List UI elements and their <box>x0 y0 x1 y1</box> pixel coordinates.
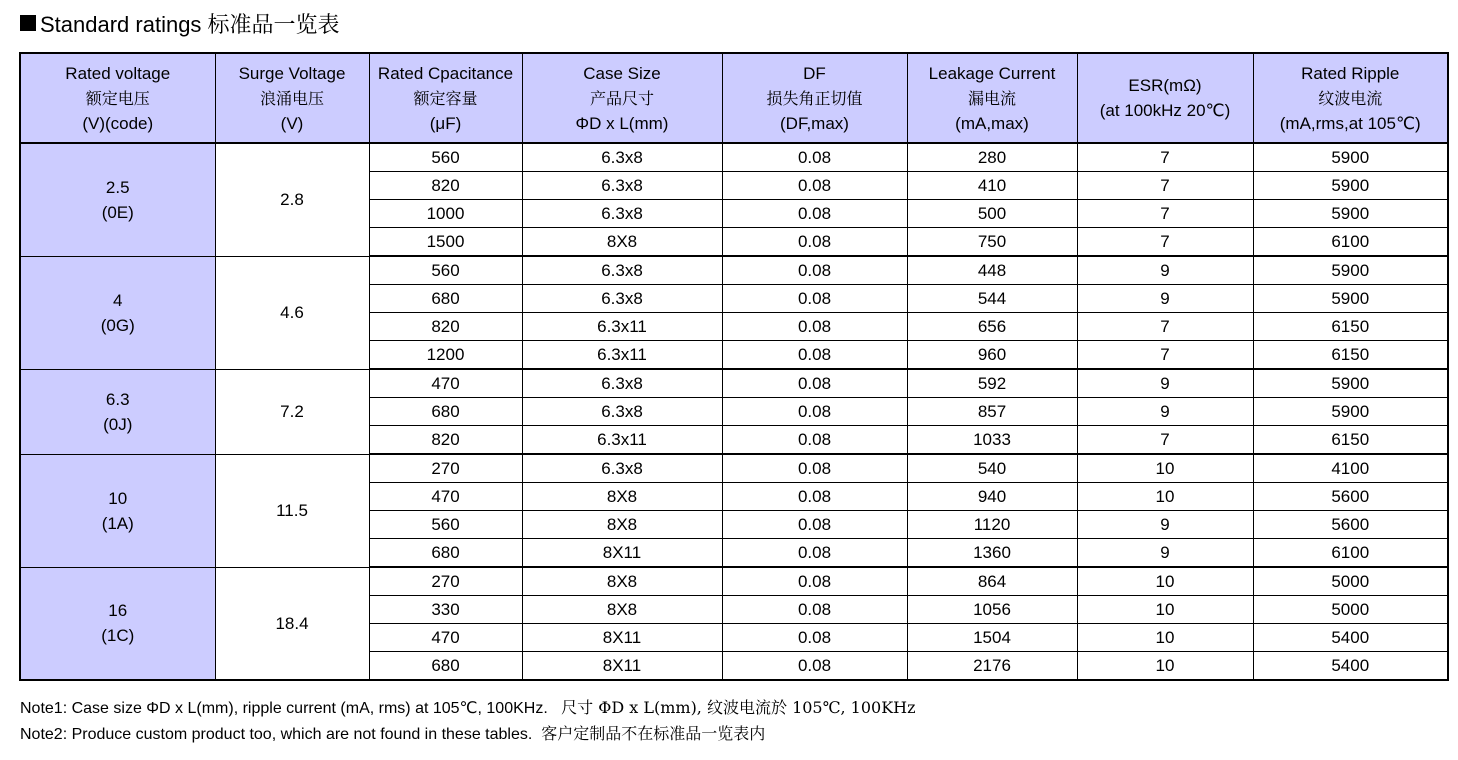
case-size-cell: 6.3x8 <box>522 369 722 398</box>
note-2 <box>20 721 916 747</box>
surge-voltage-cell: 2.8 <box>215 143 369 256</box>
case-size-cell: 6.3x11 <box>522 426 722 455</box>
df-cell: 0.08 <box>722 596 907 624</box>
esr-cell: 7 <box>1077 228 1253 257</box>
ripple-cell: 5900 <box>1253 172 1448 200</box>
capacitance-cell: 560 <box>369 511 522 539</box>
df-cell: 0.08 <box>722 624 907 652</box>
header-rated-capacitance-line2: 额定容量 <box>413 88 478 108</box>
ripple-cell: 6150 <box>1253 313 1448 341</box>
header-rated-voltage-line2: 额定电压 <box>85 88 150 108</box>
df-cell: 0.08 <box>722 228 907 257</box>
esr-cell: 7 <box>1077 341 1253 370</box>
header-rated-capacitance-line1: Rated Cpacitance <box>377 63 514 83</box>
ripple-cell: 5600 <box>1253 511 1448 539</box>
capacitance-cell: 560 <box>369 143 522 172</box>
case-size-cell: 6.3x8 <box>522 285 722 313</box>
header-esr <box>1077 53 1253 143</box>
header-rated-voltage <box>20 53 215 143</box>
capacitance-cell: 680 <box>369 285 522 313</box>
header-df-line1: DF <box>803 63 826 83</box>
page-title-en: Standard ratings <box>40 12 202 37</box>
leakage-cell: 940 <box>907 483 1077 511</box>
esr-cell: 7 <box>1077 172 1253 200</box>
header-case-size-line2: 产品尺寸 <box>589 88 654 108</box>
header-df-line2: 损失角正切值 <box>766 88 863 108</box>
capacitance-cell: 680 <box>369 539 522 568</box>
df-cell: 0.08 <box>722 539 907 568</box>
note-2-cn: 客户定制品不在标准品一览表内 <box>541 724 766 743</box>
case-size-cell: 8X11 <box>522 652 722 681</box>
leakage-cell: 1056 <box>907 596 1077 624</box>
df-cell: 0.08 <box>722 313 907 341</box>
voltage-code: (0J) <box>103 414 133 434</box>
voltage-code: (1A) <box>101 513 134 533</box>
surge-voltage-cell: 7.2 <box>215 369 369 454</box>
esr-cell: 10 <box>1077 624 1253 652</box>
rated-voltage-cell <box>20 256 215 369</box>
case-size-cell: 6.3x8 <box>522 200 722 228</box>
leakage-cell: 1120 <box>907 511 1077 539</box>
df-cell: 0.08 <box>722 483 907 511</box>
header-rated-voltage-line3: (V)(code) <box>82 113 154 133</box>
case-size-cell: 6.3x8 <box>522 143 722 172</box>
capacitance-cell: 270 <box>369 454 522 483</box>
ripple-cell: 5400 <box>1253 624 1448 652</box>
note-1 <box>20 695 916 721</box>
df-cell: 0.08 <box>722 567 907 596</box>
ripple-cell: 5000 <box>1253 567 1448 596</box>
standard-ratings-table <box>19 52 1449 681</box>
header-esr-line1: ESR(mΩ) <box>1128 76 1202 95</box>
header-rated-ripple-line2: 纹波电流 <box>1318 88 1383 108</box>
ripple-cell: 5900 <box>1253 369 1448 398</box>
esr-cell: 9 <box>1077 256 1253 285</box>
header-leakage-current <box>907 53 1077 143</box>
header-rated-voltage-line1: Rated voltage <box>65 63 171 83</box>
esr-cell: 10 <box>1077 567 1253 596</box>
notes <box>20 695 916 747</box>
capacitance-cell: 820 <box>369 172 522 200</box>
rated-voltage-value: 16 <box>108 601 128 621</box>
header-rated-ripple-line1: Rated Ripple <box>1301 63 1400 83</box>
surge-voltage-cell: 18.4 <box>215 567 369 680</box>
voltage-code: (0E) <box>101 202 134 222</box>
header-leakage-current-line3: (mA,max) <box>955 113 1029 133</box>
df-cell: 0.08 <box>722 200 907 228</box>
header-case-size-line1: Case Size <box>583 63 661 83</box>
ripple-cell: 6150 <box>1253 426 1448 455</box>
esr-cell: 9 <box>1077 511 1253 539</box>
capacitance-cell: 470 <box>369 624 522 652</box>
header-esr-line2: (at 100kHz 20℃) <box>1099 101 1231 120</box>
page-title <box>20 10 339 41</box>
header-rated-capacitance-line3: (μF) <box>429 113 462 133</box>
header-rated-ripple-line3: (mA,rms,at 105℃) <box>1279 113 1421 133</box>
df-cell: 0.08 <box>722 398 907 426</box>
case-size-cell: 8X8 <box>522 228 722 257</box>
leakage-cell: 540 <box>907 454 1077 483</box>
leakage-cell: 750 <box>907 228 1077 257</box>
esr-cell: 7 <box>1077 313 1253 341</box>
ripple-cell: 6150 <box>1253 341 1448 370</box>
esr-cell: 10 <box>1077 483 1253 511</box>
capacitance-cell: 560 <box>369 256 522 285</box>
note-1-cn: 尺寸 ΦD x L(mm), 纹波电流於 105℃, 100KHz <box>561 698 916 717</box>
capacitance-cell: 680 <box>369 652 522 681</box>
leakage-cell: 448 <box>907 256 1077 285</box>
rated-voltage-cell <box>20 454 215 567</box>
df-cell: 0.08 <box>722 426 907 455</box>
header-surge-voltage-line3: (V) <box>280 113 304 133</box>
leakage-cell: 1033 <box>907 426 1077 455</box>
capacitance-cell: 330 <box>369 596 522 624</box>
case-size-cell: 6.3x8 <box>522 256 722 285</box>
case-size-cell: 8X8 <box>522 511 722 539</box>
header-surge-voltage-line1: Surge Voltage <box>238 63 346 83</box>
leakage-cell: 857 <box>907 398 1077 426</box>
case-size-cell: 8X8 <box>522 483 722 511</box>
header-rated-ripple <box>1253 53 1448 143</box>
capacitance-cell: 470 <box>369 483 522 511</box>
table-body <box>20 143 1448 680</box>
voltage-code: (0G) <box>100 315 135 335</box>
case-size-cell: 6.3x8 <box>522 454 722 483</box>
header-df-line3: (DF,max) <box>780 113 849 133</box>
capacitance-cell: 270 <box>369 567 522 596</box>
ripple-cell: 5400 <box>1253 652 1448 681</box>
df-cell: 0.08 <box>722 172 907 200</box>
case-size-cell: 8X11 <box>522 539 722 568</box>
note-2-en: Note2: Produce custom product too, which are not found in these tables. <box>20 726 533 743</box>
header-rated-capacitance <box>369 53 522 143</box>
page-title-cn: 标准品一览表 <box>207 13 340 38</box>
capacitance-cell: 680 <box>369 398 522 426</box>
leakage-cell: 544 <box>907 285 1077 313</box>
square-bullet-icon <box>20 15 36 31</box>
capacitance-cell: 820 <box>369 426 522 455</box>
leakage-cell: 280 <box>907 143 1077 172</box>
leakage-cell: 1504 <box>907 624 1077 652</box>
leakage-cell: 864 <box>907 567 1077 596</box>
leakage-cell: 960 <box>907 341 1077 370</box>
case-size-cell: 6.3x8 <box>522 172 722 200</box>
rated-voltage-value: 10 <box>108 488 128 508</box>
surge-voltage-cell: 11.5 <box>215 454 369 567</box>
leakage-cell: 410 <box>907 172 1077 200</box>
esr-cell: 9 <box>1077 539 1253 568</box>
rated-voltage-cell <box>20 369 215 454</box>
capacitance-cell: 820 <box>369 313 522 341</box>
esr-cell: 10 <box>1077 596 1253 624</box>
ripple-cell: 5900 <box>1253 398 1448 426</box>
leakage-cell: 1360 <box>907 539 1077 568</box>
rated-voltage-cell <box>20 567 215 680</box>
df-cell: 0.08 <box>722 454 907 483</box>
table-row <box>20 567 1448 596</box>
esr-cell: 10 <box>1077 652 1253 681</box>
voltage-code: (1C) <box>101 626 135 646</box>
ripple-cell: 6100 <box>1253 228 1448 257</box>
header-leakage-current-line1: Leakage Current <box>928 63 1056 83</box>
ripple-cell: 5000 <box>1253 596 1448 624</box>
case-size-cell: 6.3x11 <box>522 313 722 341</box>
case-size-cell: 8X11 <box>522 624 722 652</box>
note-1-en: Note1: Case size ΦD x L(mm), ripple current (mA, rms) at 105℃, 100KHz. <box>20 700 548 717</box>
ripple-cell: 5600 <box>1253 483 1448 511</box>
case-size-cell: 8X8 <box>522 567 722 596</box>
capacitance-cell: 1200 <box>369 341 522 370</box>
rated-voltage-value: 2.5 <box>105 177 130 197</box>
case-size-cell: 6.3x8 <box>522 398 722 426</box>
leakage-cell: 656 <box>907 313 1077 341</box>
esr-cell: 7 <box>1077 200 1253 228</box>
df-cell: 0.08 <box>722 256 907 285</box>
rated-voltage-value: 4 <box>113 290 123 310</box>
leakage-cell: 2176 <box>907 652 1077 681</box>
df-cell: 0.08 <box>722 341 907 370</box>
ripple-cell: 4100 <box>1253 454 1448 483</box>
capacitance-cell: 1500 <box>369 228 522 257</box>
rated-voltage-value: 6.3 <box>105 389 130 409</box>
ripple-cell: 5900 <box>1253 143 1448 172</box>
leakage-cell: 500 <box>907 200 1077 228</box>
header-case-size-line3: ΦD x L(mm) <box>575 113 669 133</box>
case-size-cell: 8X8 <box>522 596 722 624</box>
table-row <box>20 454 1448 483</box>
header-case-size <box>522 53 722 143</box>
header-surge-voltage-line2: 浪涌电压 <box>259 88 324 108</box>
df-cell: 0.08 <box>722 652 907 681</box>
esr-cell: 10 <box>1077 454 1253 483</box>
table-row <box>20 143 1448 172</box>
case-size-cell: 6.3x11 <box>522 341 722 370</box>
header-surge-voltage <box>215 53 369 143</box>
esr-cell: 9 <box>1077 285 1253 313</box>
ripple-cell: 5900 <box>1253 256 1448 285</box>
ripple-cell: 6100 <box>1253 539 1448 568</box>
header-leakage-current-line2: 漏电流 <box>967 88 1016 108</box>
capacitance-cell: 1000 <box>369 200 522 228</box>
ripple-cell: 5900 <box>1253 285 1448 313</box>
esr-cell: 7 <box>1077 426 1253 455</box>
table-row <box>20 256 1448 285</box>
esr-cell: 9 <box>1077 398 1253 426</box>
table-row <box>20 369 1448 398</box>
ripple-cell: 5900 <box>1253 200 1448 228</box>
df-cell: 0.08 <box>722 143 907 172</box>
header-df <box>722 53 907 143</box>
rated-voltage-cell <box>20 143 215 256</box>
df-cell: 0.08 <box>722 369 907 398</box>
esr-cell: 7 <box>1077 143 1253 172</box>
header-row <box>20 53 1448 143</box>
capacitance-cell: 470 <box>369 369 522 398</box>
esr-cell: 9 <box>1077 369 1253 398</box>
df-cell: 0.08 <box>722 511 907 539</box>
surge-voltage-cell: 4.6 <box>215 256 369 369</box>
df-cell: 0.08 <box>722 285 907 313</box>
leakage-cell: 592 <box>907 369 1077 398</box>
